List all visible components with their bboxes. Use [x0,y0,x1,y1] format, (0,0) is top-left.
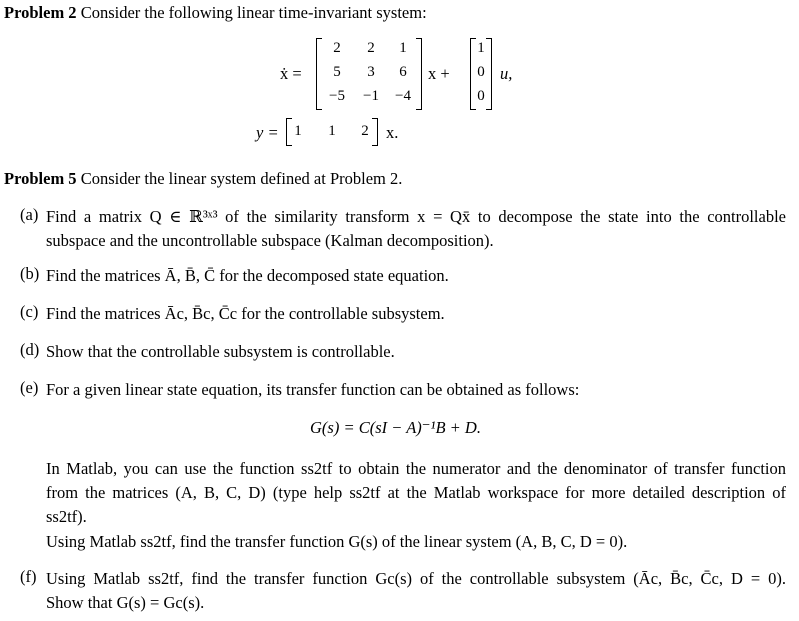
item-f-line1: Using Matlab ss2tf, find the transfer function Gc(s) of the controllable subsystem (Āc, B̄c, C̄c, D = 0). [46,569,786,588]
matrix-c [286,118,378,146]
b-cell: 0 [477,64,485,80]
item-b-label: (b) [20,264,40,283]
item-b-text: Find the matrices Ā, B̄, C̄ for the decomposed state equation. [46,266,449,285]
matlab-paragraph-line2: from the matrices (A, B, C, D) (type help ss2tf at the Matlab workspace for more detailed description of [46,483,786,502]
item-e-text: For a given linear state equation, its transfer function can be obtained as follows: [46,380,580,399]
x-plus: x + [428,64,450,83]
a-cell: 3 [367,64,375,80]
a-cell: −5 [329,88,345,104]
a-cell: 2 [333,40,341,56]
transfer-function-equation: G(s) = C(sI − A)⁻¹B + D. [310,418,481,437]
c-cell: 1 [328,123,336,139]
problem5-intro: Consider the linear system defined at Problem 2. [80,169,403,188]
problem5-header [4,169,402,189]
c-cell: 1 [294,123,302,139]
matrix-b [470,38,492,110]
problem2-header [4,3,427,23]
xdot-lhs: ẋ = [280,64,302,83]
item-d-label: (d) [20,340,40,359]
item-e-label: (e) [20,378,39,397]
item-c-label: (c) [20,302,39,321]
b-cell: 0 [477,88,485,104]
item-a-label: (a) [20,205,39,224]
matlab-instruction: Using Matlab ss2tf, find the transfer function G(s) of the linear system (A, B, C, D = 0). [46,532,628,551]
matlab-paragraph-line1: In Matlab, you can use the function ss2tf to obtain the numerator and the denominator of transfer function [46,459,786,478]
problem2-intro: Consider the following linear time-invariant system: [80,3,427,22]
c-cell: 2 [361,123,369,139]
item-c-text: Find the matrices Āc, B̄c, C̄c for the controllable subsystem. [46,304,445,323]
a-cell: 5 [333,64,341,80]
u-input: u, [500,64,513,83]
a-cell: 1 [399,40,407,56]
problem2-heading: Problem 2 [4,3,77,22]
matlab-paragraph-line3: ss2tf). [46,507,87,526]
item-a-line1: Find a matrix Q ∈ ℝ³ˣ³ of the similarity transform x = Qx̄ to decompose the state into the controllable [46,207,786,226]
a-cell: 6 [399,64,407,80]
item-a-line2: subspace and the uncontrollable subspace (Kalman decomposition). [46,231,494,250]
item-f-line2: Show that G(s) = Gc(s). [46,593,205,612]
a-cell: 2 [367,40,375,56]
y-lhs: y = [256,123,279,142]
a-cell: −1 [363,88,379,104]
a-cell: −4 [395,88,411,104]
matrix-a [316,38,422,110]
item-d-text: Show that the controllable subsystem is controllable. [46,342,395,361]
x-end: x. [386,123,399,142]
b-cell: 1 [477,40,485,56]
problem5-heading: Problem 5 [4,169,77,188]
item-f-label: (f) [20,567,37,586]
